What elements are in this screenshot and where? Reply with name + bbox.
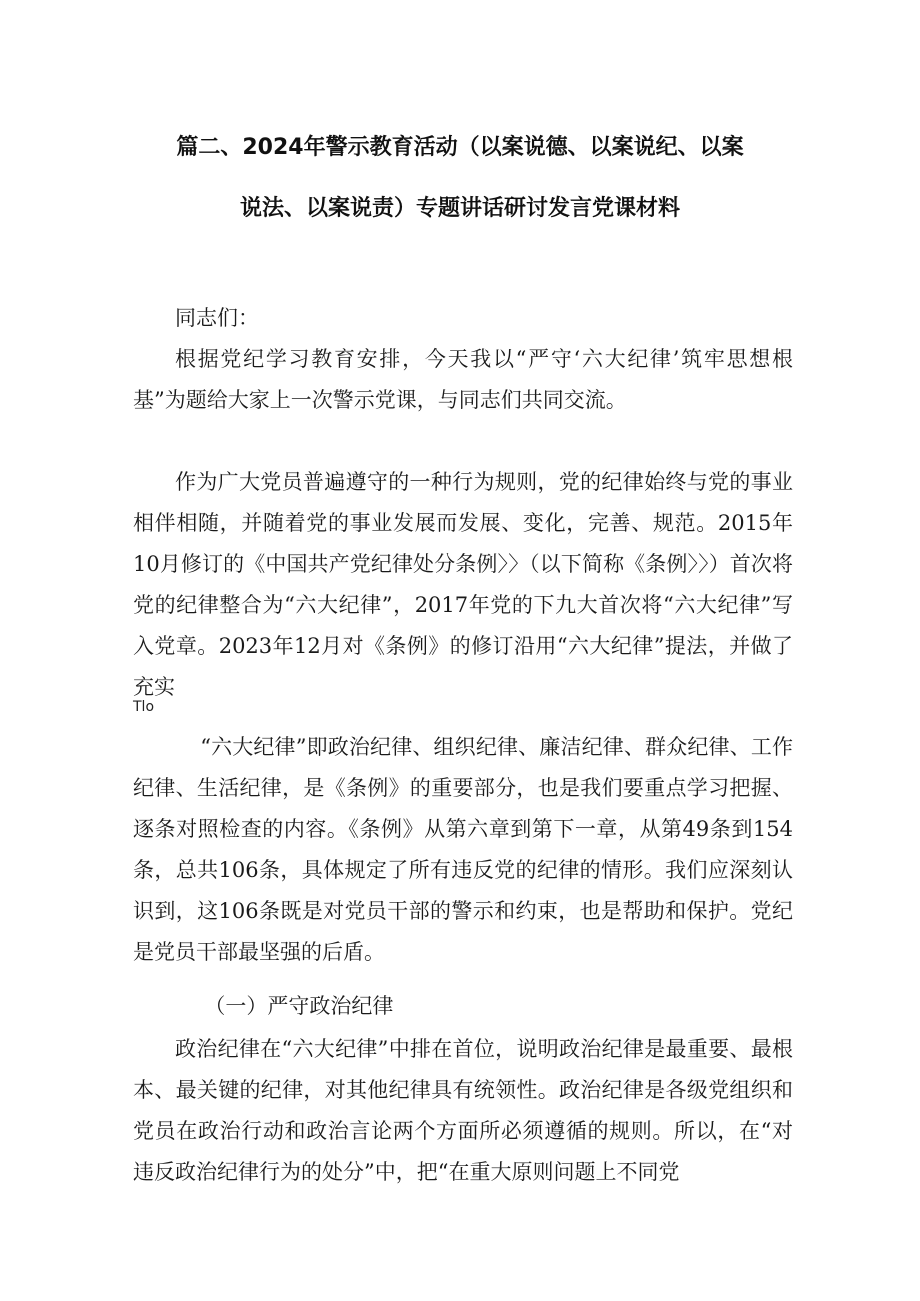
section-heading-political-discipline: （一）严守政治纪律 <box>204 994 394 1018</box>
paragraph-history: 作为广大党员普遍遵守的一种行为规则，党的纪律始终与党的事业相伴相随，并随着党的事业发展而发展、变化，完善、规范。2015年10月修订的《中国共产党纪律处分条例〉〉（以下简称《条例〉〉）首次将党的纪律整合为“六大纪律”，2017年党的下九大首次将“六大纪律”写入党章。2023年12月对《条例》的修订沿用“六大纪律”提法，并做了充实 <box>133 470 793 699</box>
paragraph-intro: 根据党纪学习教育安排，今天我以“严守‘六大纪律’筑牢思想根基”为题给大家上一次警示党课，与同志们共同交流。 <box>133 347 793 412</box>
greeting: 同志们： <box>175 306 259 330</box>
document-title-line-2: 说法、以案说责）专题讲话研讨发言党课材料 <box>239 196 680 221</box>
paragraph-political-discipline: 政治纪律在“六大纪律”中排在首位，说明政治纪律是最重要、最根本、最关键的纪律，对其他纪律具有统领性。政治纪律是各级党组织和党员在政治行动和政治言论两个方面所必须遵循的规则。所以，在“对违反政治纪律行为的处分”中，把“在重大原则问题上不同党 <box>133 1037 793 1184</box>
document-title-line-1: 篇二、2024年警示教育活动（以案说德、以案说纪、以案 <box>176 135 744 160</box>
paragraph-six-disciplines: “六大纪律”即政治纪律、组织纪律、廉洁纪律、群众纪律、工作纪律、生活纪律，是《条例》的重要部分，也是我们要重点学习把握、逐条对照检查的内容。《条例》从第六章到第下一章，从第49条到154条，总共106条，具体规定了所有违反党的纪律的情形。我们应深刻认识到，这106条既是对党员干部的警示和约束，也是帮助和保护。党纪是党员干部最坚强的后盾。 <box>133 735 793 964</box>
stray-mark: Tlo <box>133 699 155 715</box>
